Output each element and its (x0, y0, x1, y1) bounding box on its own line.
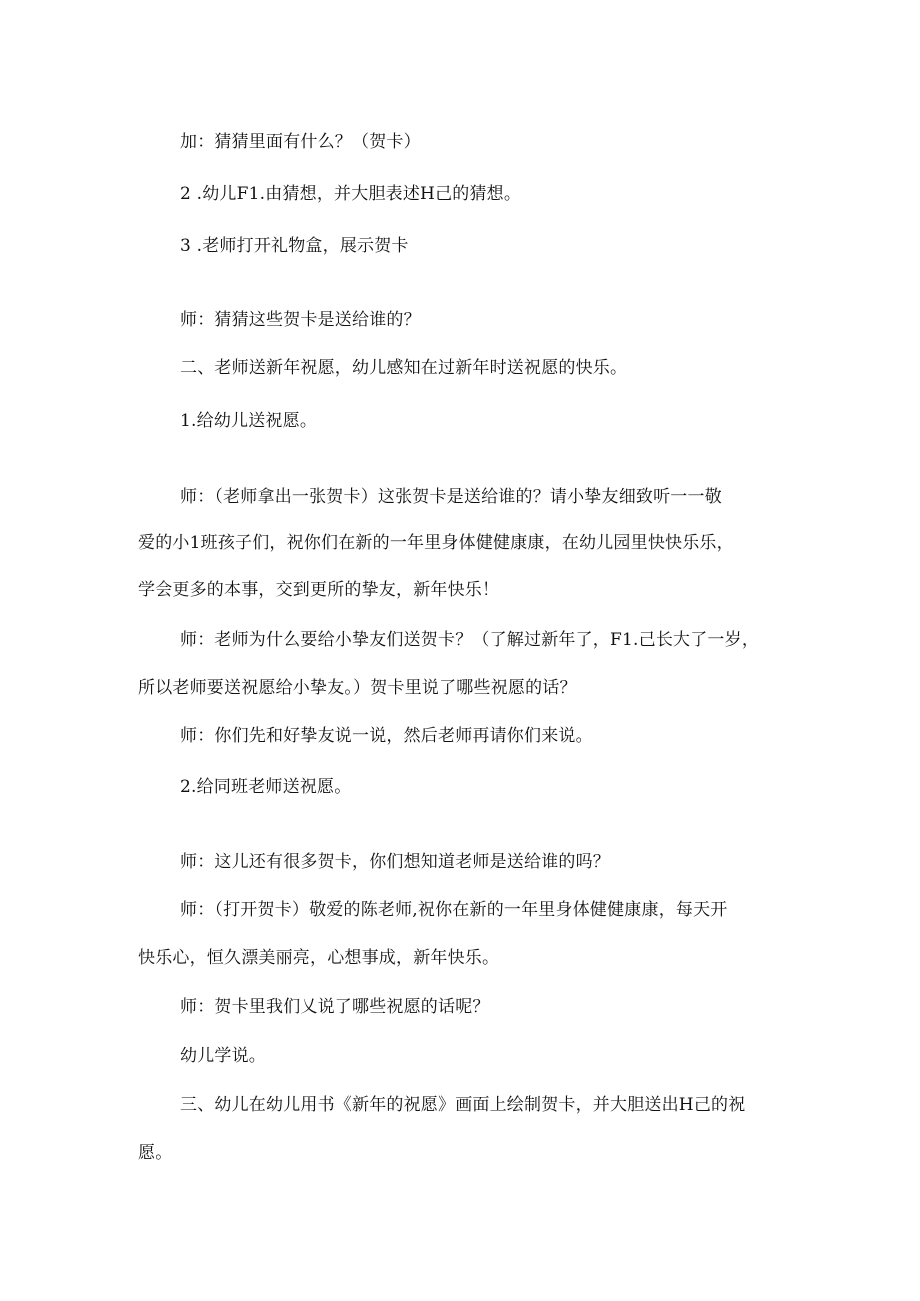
paragraph-line: 师：（老师拿出一张贺卡）这张贺卡是送给谁的？请小挚友细致听一一敬 (180, 487, 722, 507)
paragraph-line: 所以老师要送祝愿给小挚友。）贺卡里说了哪些祝愿的话？ (138, 678, 577, 698)
paragraph-line: 学会更多的本事，交到更所的挚友，新年快乐！ (138, 580, 500, 600)
paragraph-line: 师：贺卡里我们乂说了哪些祝愿的话呢？ (180, 997, 490, 1017)
list-item-2: 2 .幼儿F1.由猜想，并大胆表述H己的猜想。 (180, 184, 522, 204)
paragraph-line: 师：猜猜这些贺卡是送给谁的？ (180, 310, 421, 330)
paragraph-line: 快乐心，恒久漂美丽亮，心想事成，新年快乐。 (138, 948, 500, 968)
section-heading-3: 三、幼儿在幼儿用书《新年的祝愿》画面上绘制贺卡，并大胆送出H己的祝 (180, 1095, 746, 1115)
list-item-3: 3 .老师打开礼物盒，展示贺卡 (180, 236, 409, 256)
subsection-heading-1: 1.给幼儿送祝愿。 (180, 411, 318, 431)
paragraph-line: 师：这儿还有很多贺卡，你们想知道老师是送给谁的吗？ (180, 852, 610, 872)
paragraph-line: 爱的小1班孩子们，祝你们在新的一年里身体健健康康，在幼儿园里快快乐乐， (138, 533, 734, 553)
paragraph-line: 愿。 (138, 1143, 173, 1163)
paragraph-line: 师：你们先和好挚友说一说，然后老师再请你们来说。 (180, 726, 593, 746)
paragraph-line: 师：老师为什么要给小挚友们送贺卡？（了解过新年了，F1.己长大了一岁， (180, 630, 760, 650)
paragraph-line: 幼儿学说。 (180, 1046, 266, 1066)
subsection-heading-2: 2.给同班老师送祝愿。 (180, 777, 352, 797)
paragraph-line: 师：（打开贺卡）敬爱的陈老师,祝你在新的一年里身体健健康康，每天开 (180, 900, 728, 920)
paragraph-line: 加：猜猜里面有什么？（贺卡） (180, 132, 421, 152)
section-heading-2: 二、老师送新年祝愿，幼儿感知在过新年时送祝愿的快乐。 (180, 358, 628, 378)
